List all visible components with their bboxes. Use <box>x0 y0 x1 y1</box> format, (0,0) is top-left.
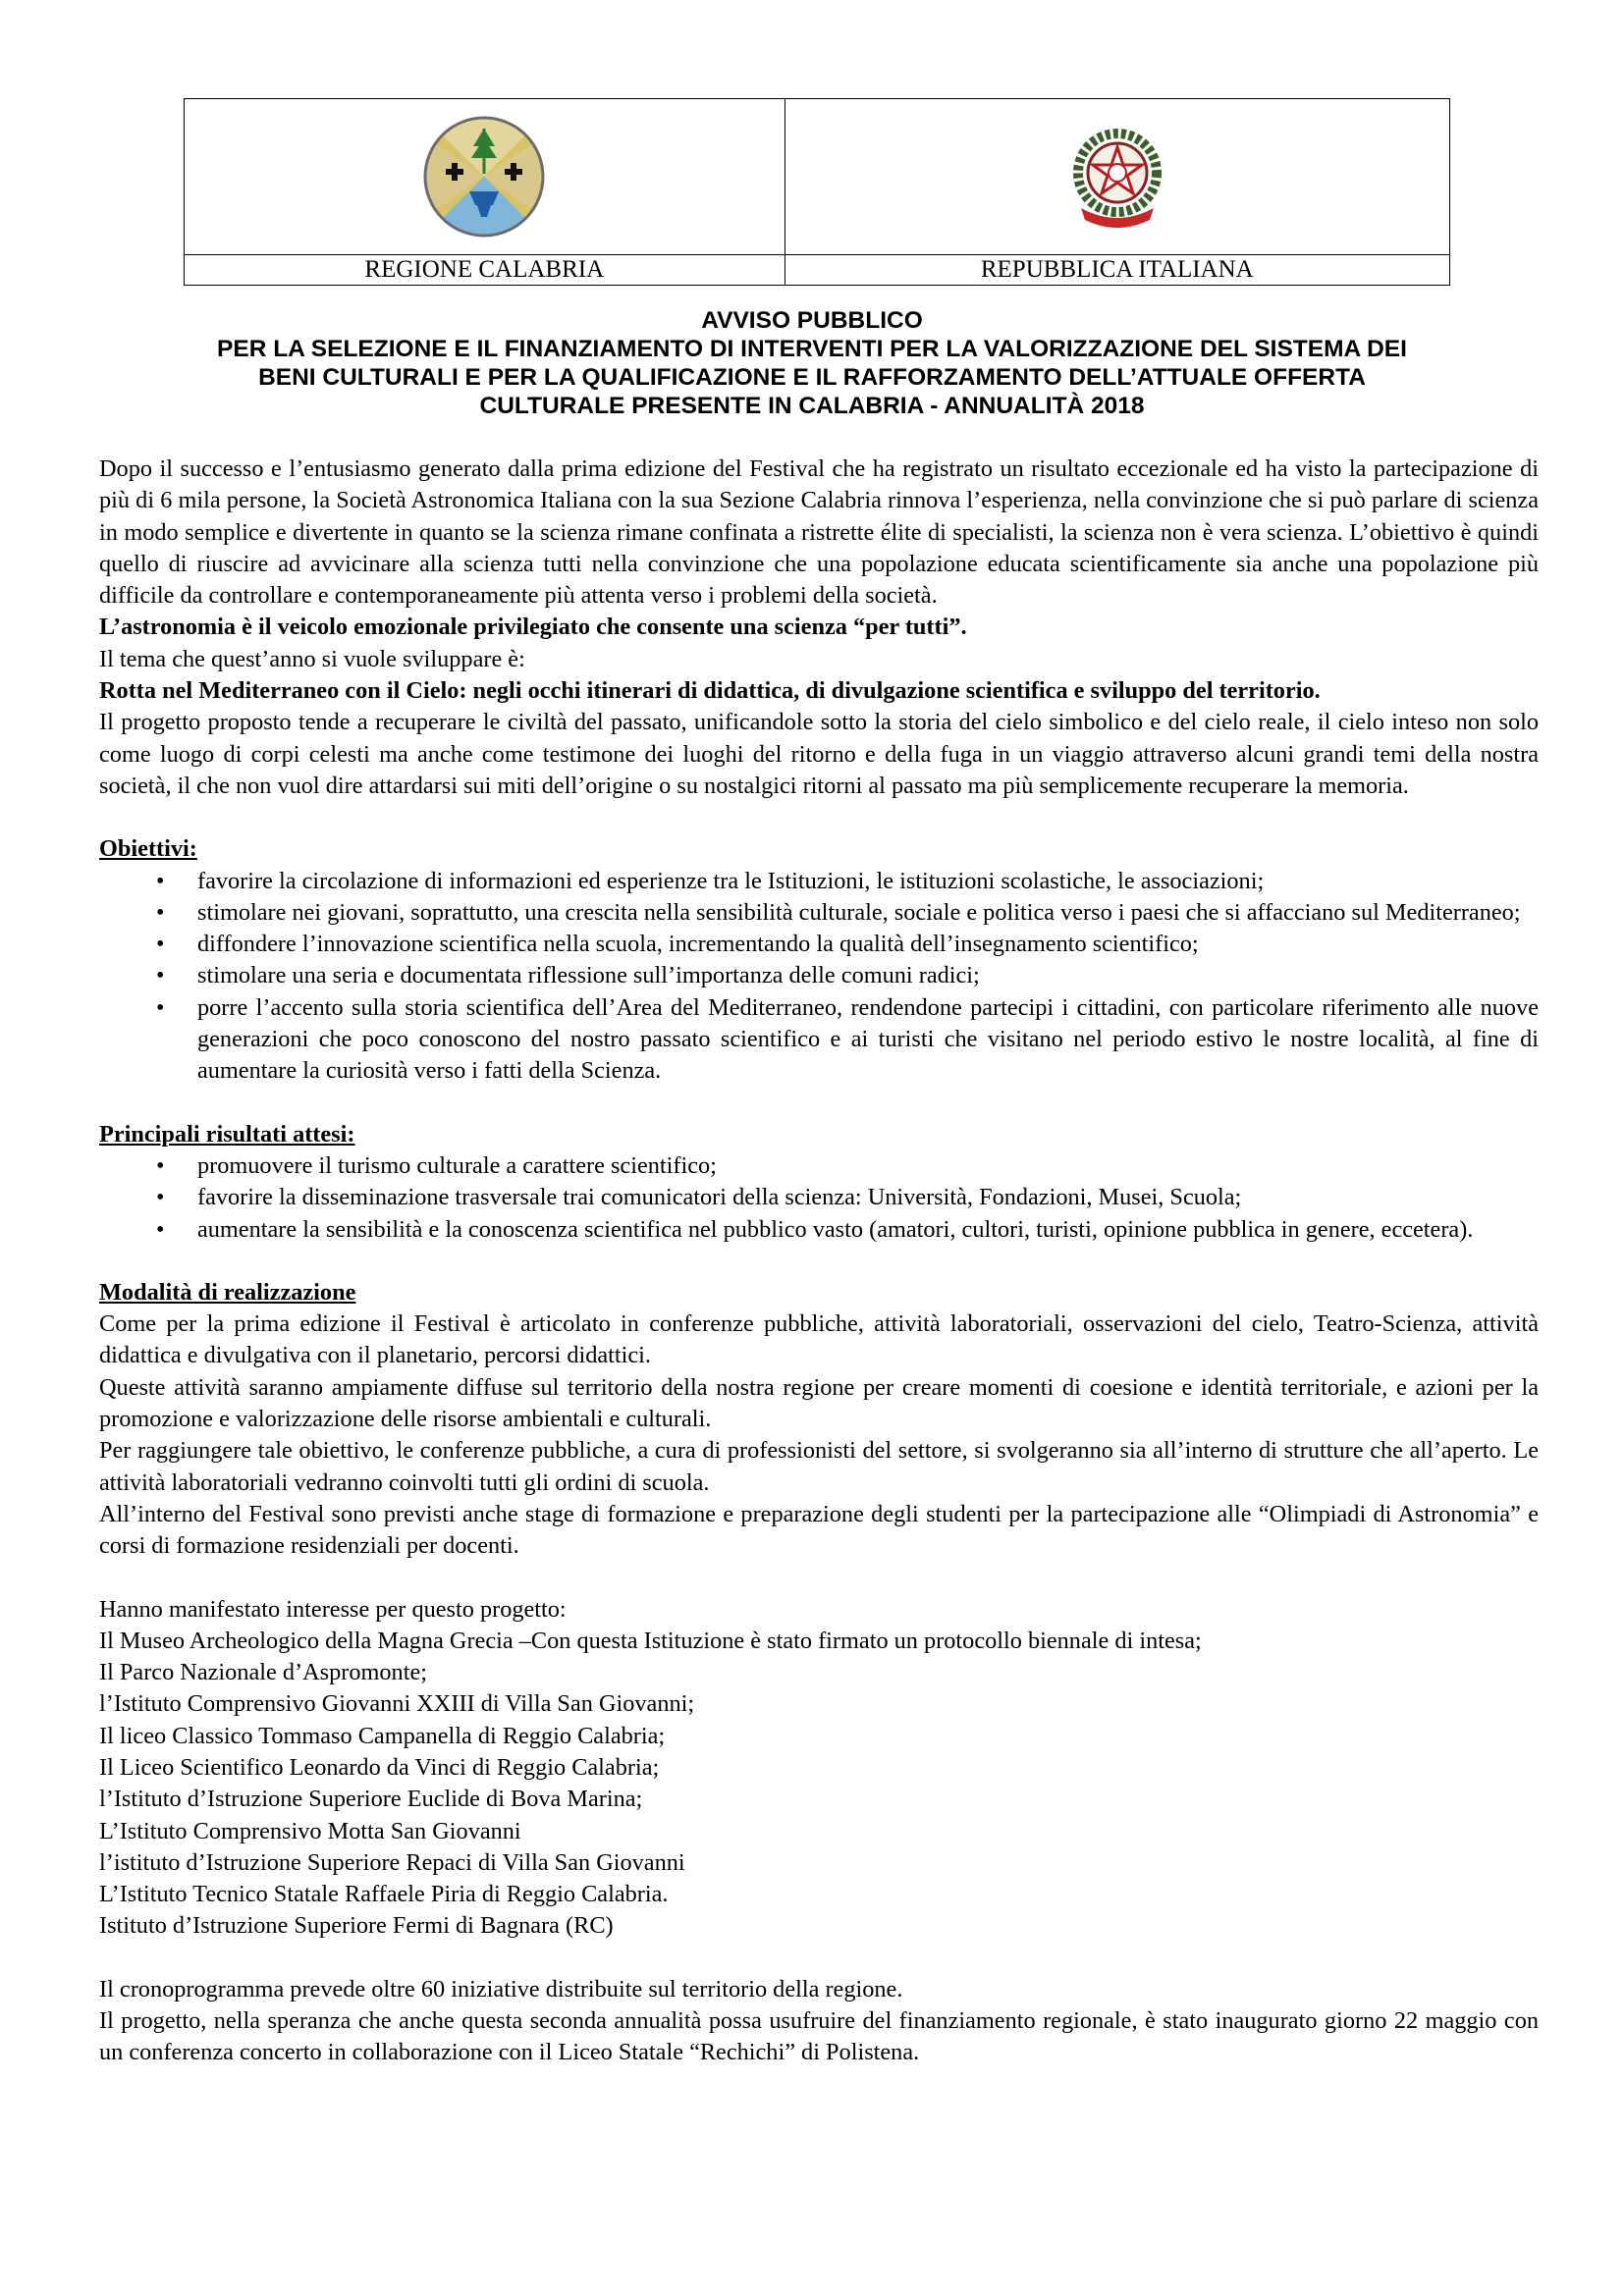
list-item: • diffondere l’innovazione scientifica nella scuola, incrementando la qualità dell’insegnamento scientifico; <box>99 929 1539 960</box>
list-item: • favorire la circolazione di informazioni ed esperienze tra le Istituzioni, le istituzioni scolastiche, le associazioni; <box>99 866 1539 897</box>
theme-title: Rotta nel Mediterraneo con il Cielo: negli occhi itinerari di didattica, di divulgazione scientifica e sviluppo del territorio. <box>99 677 1321 705</box>
list-item: • promuovere il turismo culturale a carattere scientifico; <box>99 1150 1539 1182</box>
project-paragraph: Il progetto proposto tende a recuperare le civiltà del passato, unificandole sotto la storia del cielo simbolico e del cielo reale, il cielo inteso non solo come luogo di corpi celesti ma anche come testimone dei luoghi del ritorno e della fuga in un viaggio attraverso alcuni grandi temi della nostra società, il che non vuol dire attardarsi sui miti dell’origine o su nostalgici ritorni al passato ma più semplicemente recuperare la memoria. <box>99 709 1539 799</box>
partner-item: Il Museo Archeologico della Magna Grecia –Con questa Istituzione è stato firmato un protocollo biennale di intesa; <box>99 1627 1202 1654</box>
title-line-3: BENI CULTURALI E PER LA QUALIFICAZIONE E IL RAFFORZAMENTO DELL’ATTUALE OFFERTA <box>258 364 1366 391</box>
list-item: • porre l’accento sulla storia scientifica dell’Area del Mediterraneo, rendendone partecipi i cittadini, con particolare riferimento alle nuove generazioni che poco conoscono del nostro passato scientifico e ai turisti che visitano nel periodo estivo le nostre località, al fine di aumentare la curiosità verso i fatti della Scienza. <box>99 992 1539 1088</box>
partner-item: L’Istituto Comprensivo Motta San Giovanni <box>99 1817 521 1844</box>
list-item: • stimolare una seria e documentata riflessione sull’importanza delle comuni radici; <box>99 960 1539 991</box>
schedule-paragraph: Il cronoprogramma prevede oltre 60 iniziative distribuite sul territorio della regione. <box>99 1975 903 2002</box>
partner-item: l’Istituto d’Istruzione Superiore Euclide di Bova Marina; <box>99 1786 643 1813</box>
document-body <box>99 454 1539 2069</box>
astronomy-statement: L’astronomia è il veicolo emozionale privilegiato che consente una scienza “per tutti”. <box>99 614 967 641</box>
closing-paragraph: Il progetto, nella speranza che anche questa seconda annualità possa usufruire del finanziamento regionale, è stato inaugurato giorno 22 maggio con un conferenza concerto in collaborazione con il Liceo Statale “Rechichi” di Polistena. <box>99 2007 1539 2066</box>
results-list <box>99 1150 1539 1246</box>
implementation-heading: Modalità di realizzazione <box>99 1278 356 1306</box>
results-heading: Principali risultati attesi: <box>99 1120 355 1148</box>
theme-intro: Il tema che quest’anno si vuole sviluppare è: <box>99 645 525 672</box>
header-table <box>184 98 1450 286</box>
partner-item: Il Liceo Scientifico Leonardo da Vinci di Reggio Calabria; <box>99 1753 660 1781</box>
calabria-coat-of-arms-icon <box>422 115 546 239</box>
objectives-heading: Obiettivi: <box>99 835 197 863</box>
partner-item: Istituto d’Istruzione Superiore Fermi di Bagnara (RC) <box>99 1912 614 1940</box>
intro-paragraph: Dopo il successo e l’entusiasmo generato dalla prima edizione del Festival che ha registrato un risultato eccezionale ed ha visto la partecipazione di più di 6 mila persone, la Società Astronomica Italiana con la sua Sezione Calabria rinnova l’esperienza, nella convinzione che si può parlare di scienza in modo semplice e divertente in quanto se la scienza rimane confinata a ristrette élite di specialisti, la scienza non è vera scienza. L’obiettivo è quindi quello di riuscire ad avvicinare alla scienza tutti nella convinzione che una popolazione educata scientificamente sia anche una popolazione più difficile da controllare e contemporaneamente più attenta verso i problemi della società. <box>99 455 1539 610</box>
implementation-paragraph: Per raggiungere tale obiettivo, le conferenze pubbliche, a cura di professionisti del settore, si svolgeranno sia all’interno di strutture che all’aperto. Le attività laboratoriali vedranno coinvolti tutti gli ordini di scuola. <box>99 1437 1539 1496</box>
list-item: • stimolare nei giovani, soprattutto, una crescita nella sensibilità culturale, sociale e politica verso i paesi che si affacciano sul Mediterraneo; <box>99 897 1539 929</box>
partner-item: l’istituto d’Istruzione Superiore Repaci di Villa San Giovanni <box>99 1848 685 1876</box>
left-logo-cell <box>185 99 785 255</box>
right-logo-cell <box>785 99 1449 255</box>
italian-republic-emblem-icon <box>1063 122 1171 232</box>
partner-item: L’Istituto Tecnico Statale Raffaele Piria di Reggio Calabria. <box>99 1881 669 1908</box>
title-line-1: AVVISO PUBBLICO <box>701 307 923 334</box>
implementation-paragraph: Come per la prima edizione il Festival è articolato in conferenze pubbliche, attività laboratoriali, osservazioni del cielo, Teatro-Scienza, attività didattica e divulgativa con il planetario, percorsi didattici. <box>99 1310 1539 1369</box>
list-item: • aumentare la sensibilità e la conoscenza scientifica nel pubblico vasto (amatori, cultori, turisti, opinione pubblica in genere, eccetera). <box>99 1214 1539 1246</box>
implementation-paragraph: All’interno del Festival sono previsti anche stage di formazione e preparazione degli studenti per la partecipazione alle “Olimpiadi di Astronomia” e corsi di formazione residenziali per docenti. <box>99 1500 1539 1560</box>
republic-label: REPUBBLICA ITALIANA <box>785 255 1449 286</box>
objectives-list <box>99 866 1539 1088</box>
partner-item: l’Istituto Comprensivo Giovanni XXIII di Villa San Giovanni; <box>99 1690 695 1718</box>
partner-item: Il Parco Nazionale d’Aspromonte; <box>99 1659 427 1686</box>
title-line-2: PER LA SELEZIONE E IL FINANZIAMENTO DI INTERVENTI PER LA VALORIZZAZIONE DEL SISTEMA DEI <box>217 336 1407 362</box>
partner-item: Il liceo Classico Tommaso Campanella di Reggio Calabria; <box>99 1722 666 1749</box>
region-label: REGIONE CALABRIA <box>185 255 785 286</box>
title-line-4: CULTURALE PRESENTE IN CALABRIA - ANNUALITÀ 2018 <box>479 393 1145 419</box>
partners-intro: Hanno manifestato interesse per questo progetto: <box>99 1595 567 1623</box>
implementation-paragraph: Queste attività saranno ampiamente diffuse sul territorio della nostra regione per creare momenti di coesione e identità territoriale, e azioni per la promozione e valorizzazione delle risorse ambientali e culturali. <box>99 1373 1539 1433</box>
document-title <box>98 306 1526 420</box>
list-item: • favorire la disseminazione trasversale trai comunicatori della scienza: Università, Fondazioni, Musei, Scuola; <box>99 1182 1539 1213</box>
